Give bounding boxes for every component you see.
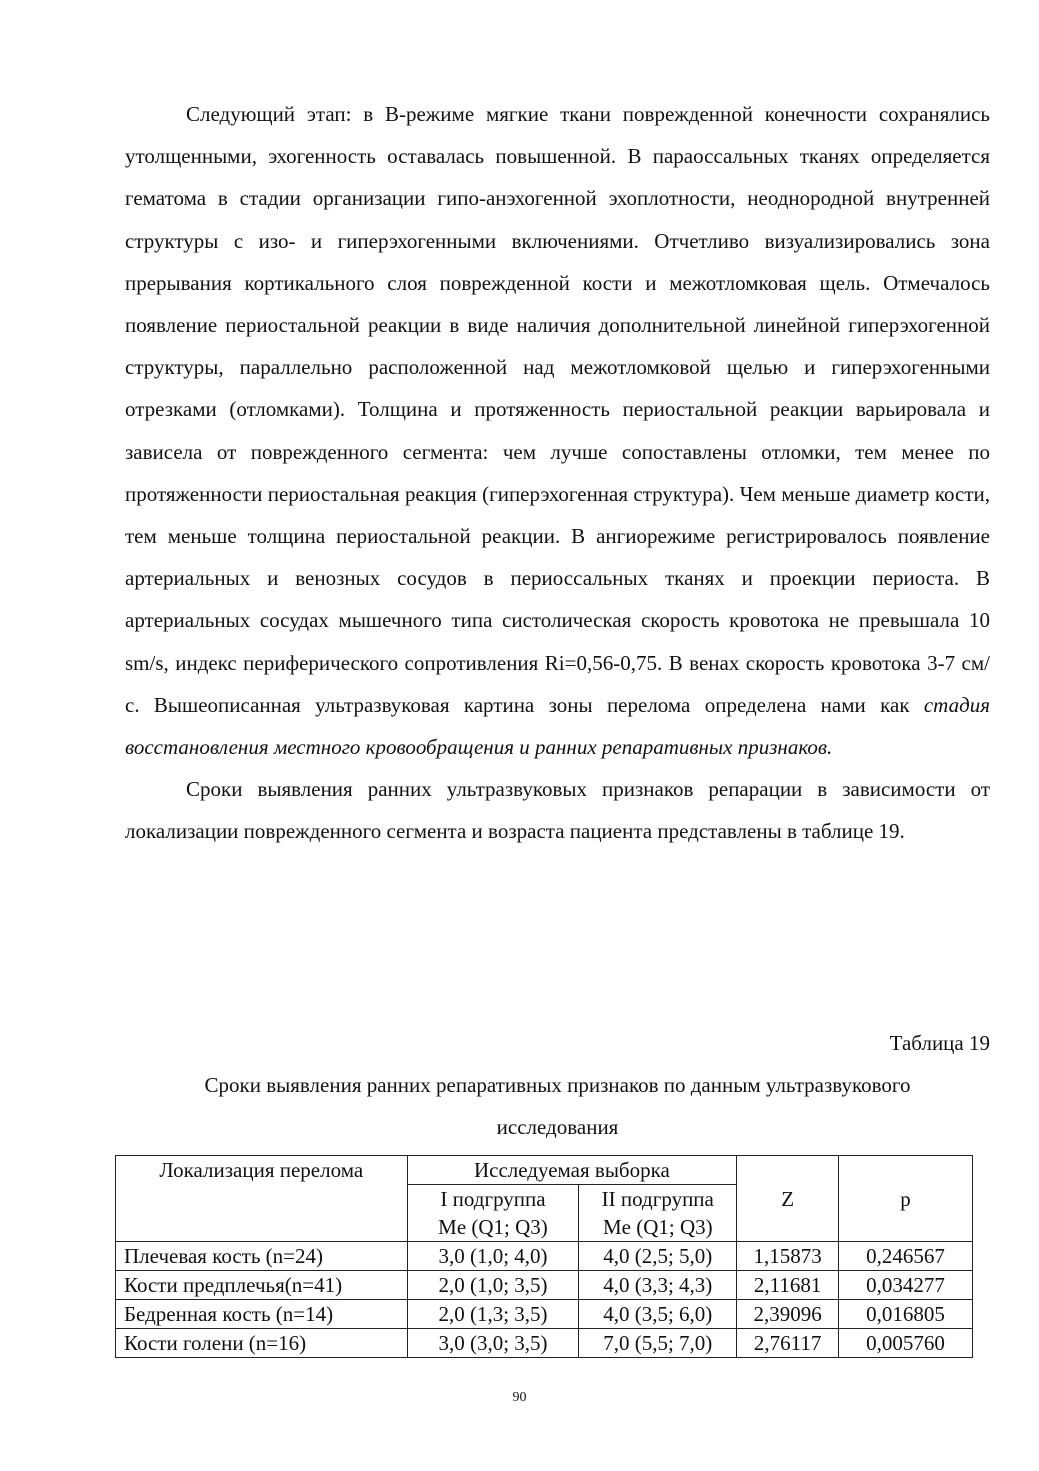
cell-subgroup-2: 4,0 (3,5; 6,0) bbox=[579, 1300, 737, 1329]
cell-subgroup-2: 4,0 (2,5; 5,0) bbox=[579, 1242, 737, 1271]
cell-subgroup-2: 7,0 (5,5; 7,0) bbox=[579, 1329, 737, 1358]
header-subgroup-1 bbox=[407, 1185, 579, 1242]
cell-subgroup-1: 3,0 (3,0; 3,5) bbox=[407, 1329, 579, 1358]
cell-p: 0,034277 bbox=[839, 1271, 973, 1300]
cell-subgroup-1: 2,0 (1,3; 3,5) bbox=[407, 1300, 579, 1329]
subgroup-1-stat: Me (Q1; Q3) bbox=[438, 1215, 548, 1239]
paragraph-text: Следующий этап: в В-режиме мягкие ткани поврежденной конечности сохранялись утолщенными, эхогенность оставалась повышенной. В параоссальных тканях определяется гематома в стадии организации гипо-анэхогенной эхоплотности, неоднородной внутренней структуры с изо- и гиперэхогенными включениями. Отчетливо визуализировались зона прерывания кортикального слоя поврежденной кости и межотломковая щель. Отмечалось появление периостальной реакции в виде наличия дополнительной линейной гиперэхогенной структуры, параллельно расположенной над межотломковой щелью и гиперэхогенными отрезками (отломками). Толщина и протяженность периостальной реакции варьировала и зависела от поврежденного сегмента: чем лучше сопоставлены отломки, тем менее по протяженности периостальная реакция (гиперэхогенная структура). Чем меньше диаметр кости, тем меньше толщина периостальной реакции. В ангиорежиме регистрировалось появление артериальных и венозных сосудов в периоссальных тканях и проекции периоста. В артериальных сосудах мышечного типа систолическая скорость кровотока не превышала 10 sm/s, индекс периферического сопротивления Ri=0,56-0,75. В венах скорость кровотока 3-7 см/с. Вышеописанная ультразвуковая картина зоны перелома определена нами как bbox=[125, 102, 990, 717]
table-label: Таблица 19 bbox=[889, 1031, 990, 1055]
data-table bbox=[115, 1155, 973, 1358]
header-sample: Исследуемая выборка bbox=[407, 1156, 737, 1185]
header-localization: Локализация перелома bbox=[116, 1156, 408, 1242]
cell-localization: Бедренная кость (n=14) bbox=[116, 1300, 408, 1329]
cell-subgroup-1: 3,0 (1,0; 4,0) bbox=[407, 1242, 579, 1271]
cell-localization: Кости предплечья(n=41) bbox=[116, 1271, 408, 1300]
body-text bbox=[125, 93, 990, 853]
subgroup-1-name: I подгруппа bbox=[440, 1187, 546, 1211]
table-caption-line-2: исследования bbox=[496, 1115, 619, 1139]
cell-localization: Плечевая кость (n=24) bbox=[116, 1242, 408, 1271]
cell-z: 1,15873 bbox=[737, 1242, 839, 1271]
subgroup-2-stat: Me (Q1; Q3) bbox=[602, 1215, 713, 1239]
cell-p: 0,246567 bbox=[839, 1242, 973, 1271]
header-p: p bbox=[839, 1156, 973, 1242]
subgroup-2-name: II подгруппа bbox=[601, 1187, 714, 1211]
table-row bbox=[116, 1329, 973, 1358]
cell-z: 2,11681 bbox=[737, 1271, 839, 1300]
paragraph-table-intro: Сроки выявления ранних ультразвуковых признаков репарации в зависимости от локализации поврежденного сегмента и возраста пациента представлены в таблице 19. bbox=[125, 777, 990, 844]
table-row bbox=[116, 1242, 973, 1271]
cell-z: 2,39096 bbox=[737, 1300, 839, 1329]
header-z: Z bbox=[737, 1156, 839, 1242]
paragraph-ultrasound-stage bbox=[125, 93, 990, 768]
table-row bbox=[116, 1271, 973, 1300]
table-row bbox=[116, 1300, 973, 1329]
cell-subgroup-1: 2,0 (1,0; 3,5) bbox=[407, 1271, 579, 1300]
cell-z: 2,76117 bbox=[737, 1329, 839, 1358]
table-caption bbox=[125, 1064, 990, 1148]
table-caption-line-1: Сроки выявления ранних репаративных признаков по данным ультразвукового bbox=[204, 1073, 911, 1097]
cell-p: 0,016805 bbox=[839, 1300, 973, 1329]
page-number: 90 bbox=[512, 1390, 527, 1405]
cell-subgroup-2: 4,0 (3,3; 4,3) bbox=[579, 1271, 737, 1300]
table-header-row bbox=[116, 1156, 973, 1185]
italic-term: стадия восстановления местного кровообращения и ранних репаративных признаков. bbox=[125, 692, 990, 760]
header-subgroup-2 bbox=[579, 1185, 737, 1242]
cell-p: 0,005760 bbox=[839, 1329, 973, 1358]
cell-localization: Кости голени (n=16) bbox=[116, 1329, 408, 1358]
